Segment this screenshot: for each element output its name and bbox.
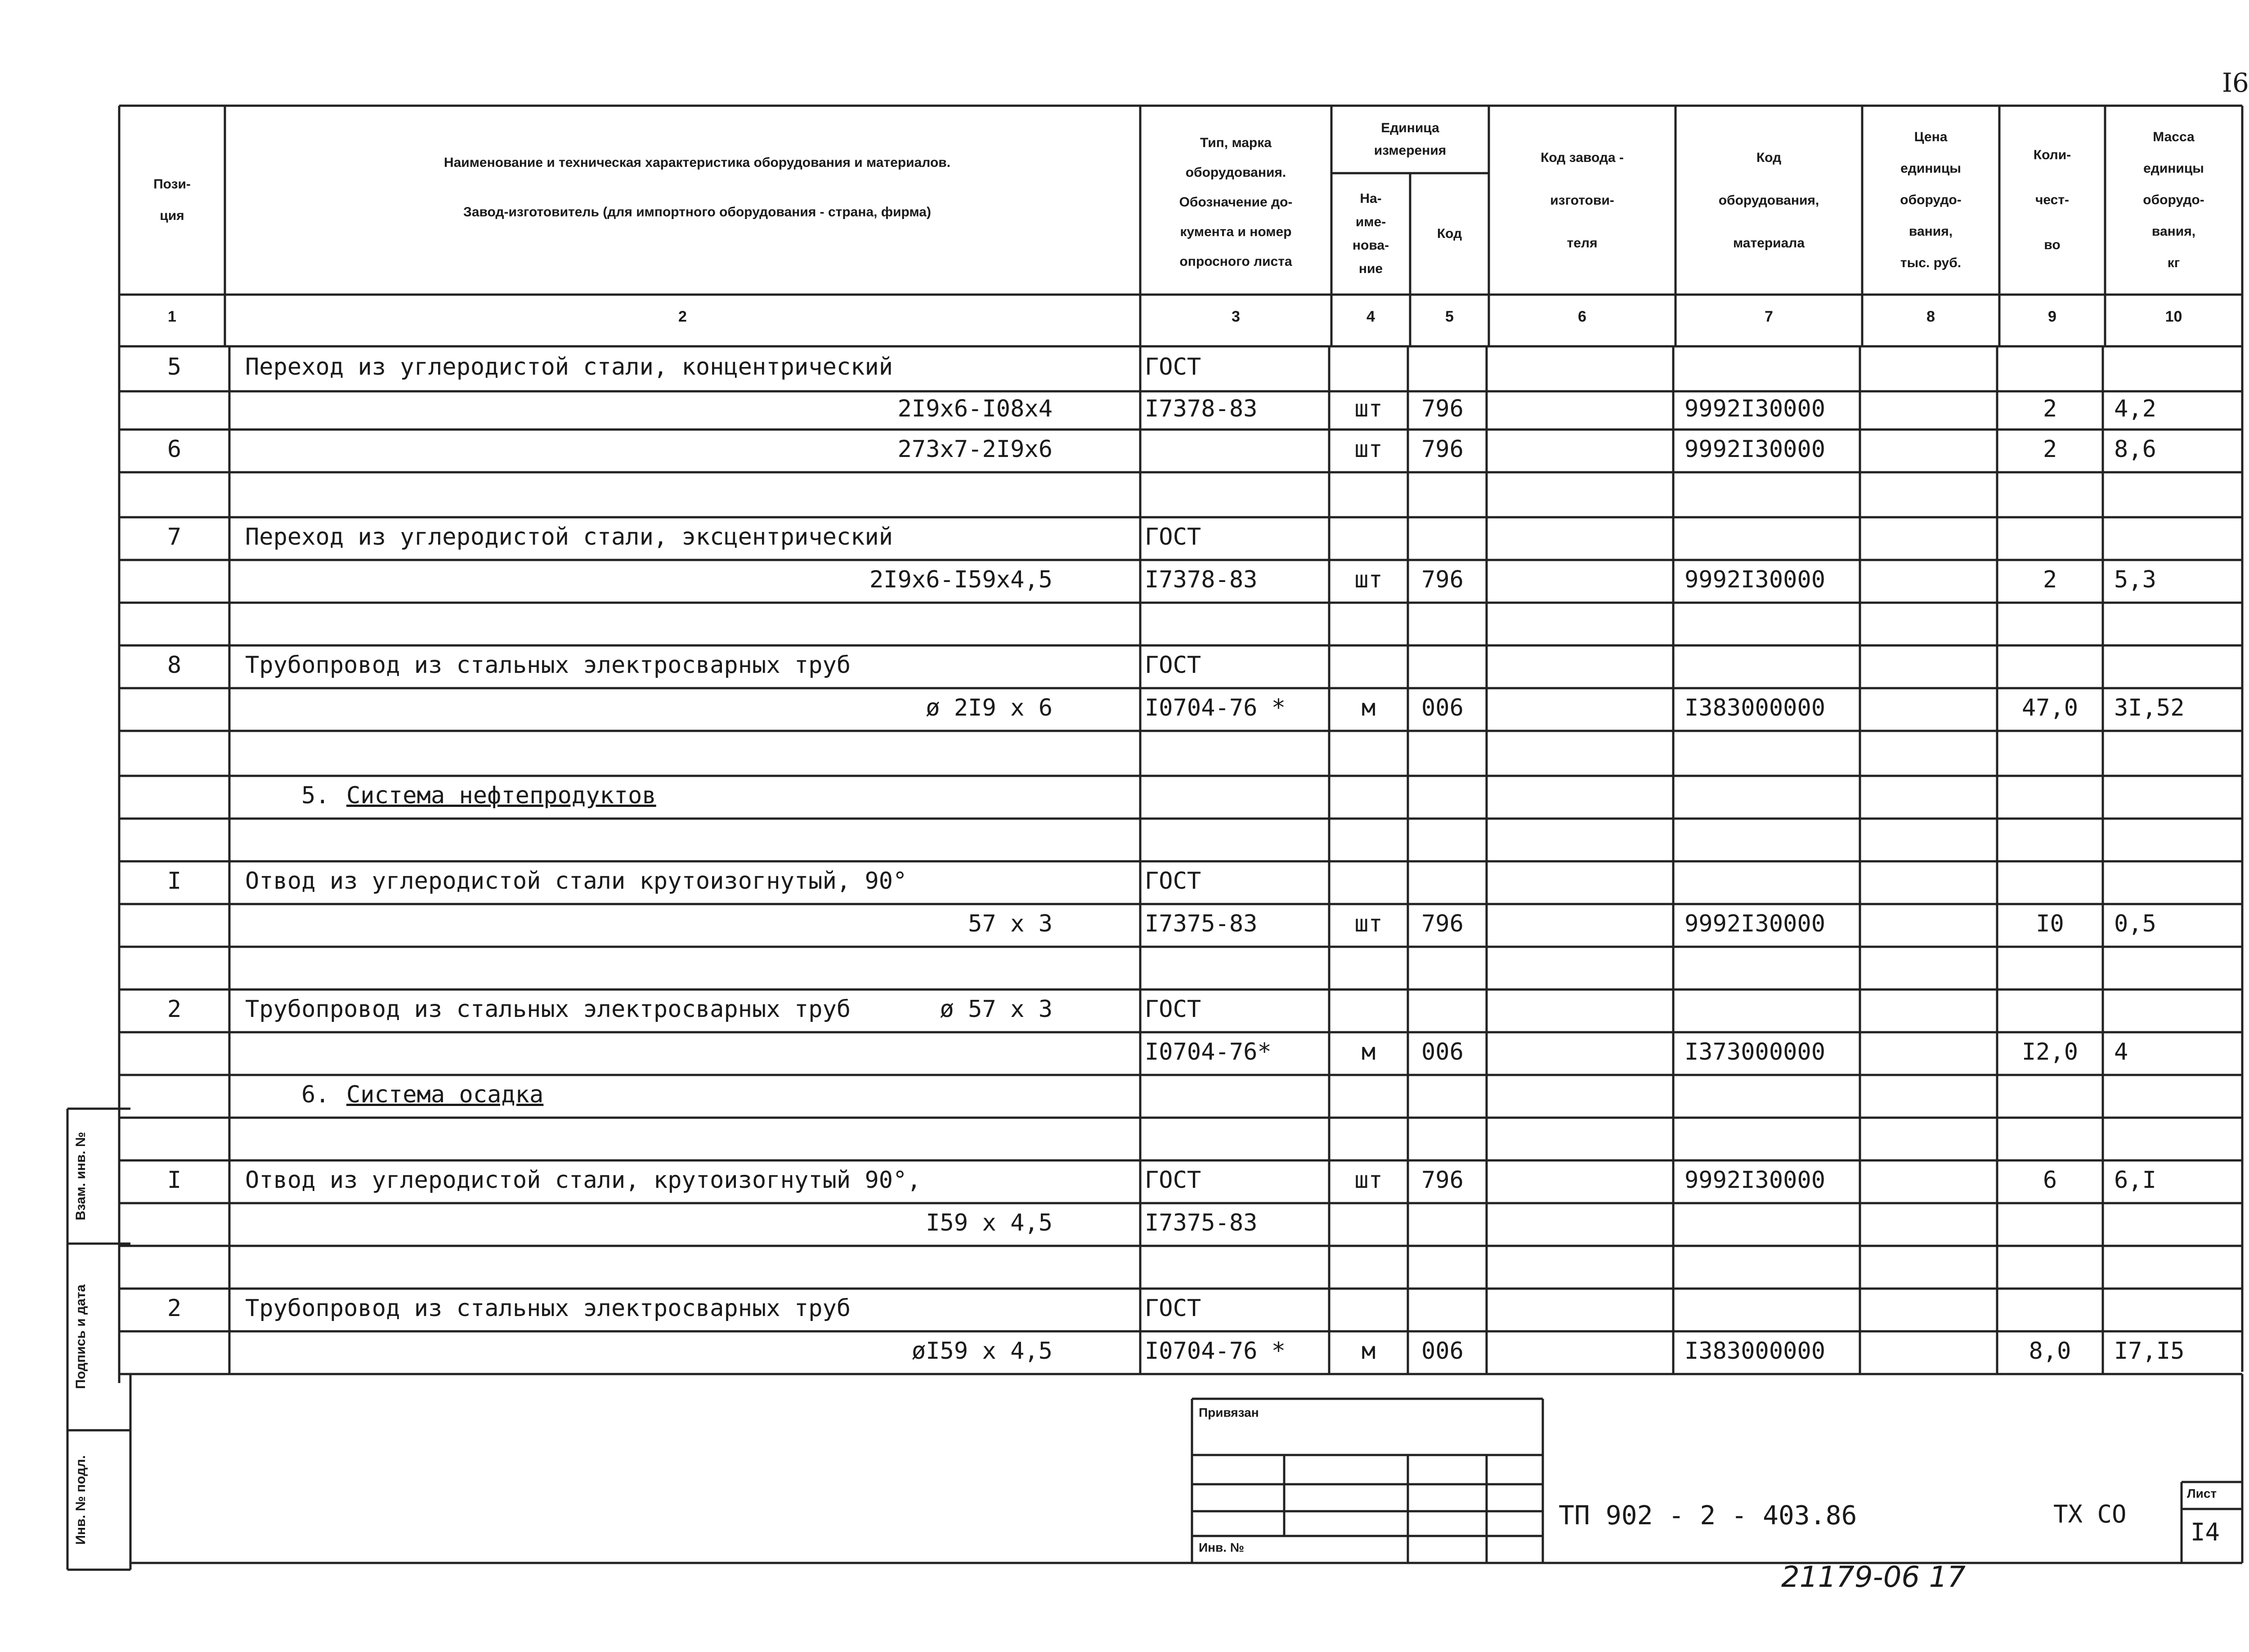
cell-pos: I bbox=[167, 867, 182, 895]
section-number: 5. bbox=[301, 782, 330, 809]
cell-unit: м bbox=[1361, 694, 1376, 721]
sheet-label: Лист bbox=[2187, 1486, 2217, 1500]
cell-name-size: øI59 x 4,5 bbox=[911, 1337, 1053, 1365]
cell-type: ГОСТ bbox=[1145, 651, 1201, 679]
cell-name-size: 2I9x6-I59x4,5 bbox=[869, 566, 1053, 593]
header-name-line1: Наименование и техническая характеристика оборудования и материалов. bbox=[444, 155, 951, 170]
cell-mass: 4,2 bbox=[2114, 395, 2156, 422]
doc-section: ТХ СО bbox=[2053, 1500, 2127, 1528]
side-label-signature-date: Подпись и дата bbox=[73, 1284, 88, 1389]
col-number-8: 8 bbox=[1926, 308, 1935, 325]
cell-name: Трубопровод из стальных электросварных труб bbox=[245, 995, 851, 1023]
cell-code: I373000000 bbox=[1685, 1038, 1826, 1066]
cell-code: 9992I30000 bbox=[1685, 395, 1826, 422]
cell-pos: I bbox=[167, 1166, 182, 1194]
cell-name-size: I59 x 4,5 bbox=[926, 1209, 1053, 1236]
cell-code: 9992I30000 bbox=[1685, 1166, 1826, 1194]
cell-code: I383000000 bbox=[1685, 694, 1826, 721]
col-number-6: 6 bbox=[1578, 308, 1586, 325]
cell-name-size: 2I9x6-I08x4 bbox=[897, 395, 1053, 422]
cell-code: 9992I30000 bbox=[1685, 566, 1826, 593]
cell-code: 9992I30000 bbox=[1685, 435, 1826, 463]
cell-unit-code: 796 bbox=[1421, 1166, 1464, 1194]
cell-unit: шт bbox=[1354, 1166, 1383, 1194]
col-number-10: 10 bbox=[2165, 308, 2182, 325]
header-position: Пози- ция bbox=[153, 177, 191, 223]
section-title: Система нефтепродуктов bbox=[346, 782, 656, 809]
cell-unit: шт bbox=[1354, 395, 1383, 422]
cell-type: ГОСТ bbox=[1145, 523, 1201, 551]
cell-name: Переход из углеродистой стали, концентрический bbox=[245, 354, 893, 381]
cell-qty: 6 bbox=[2043, 1166, 2057, 1194]
sheet-number: I4 bbox=[2191, 1518, 2220, 1546]
cell-type: I7375-83 bbox=[1145, 910, 1258, 937]
cell-name-size: ø 57 x 3 bbox=[940, 995, 1053, 1023]
cell-unit-code: 006 bbox=[1421, 694, 1464, 721]
cell-type: ГОСТ bbox=[1145, 1294, 1201, 1322]
cell-type: ГОСТ bbox=[1145, 354, 1201, 381]
header-quantity: Коли- чест- во bbox=[2033, 148, 2071, 252]
cell-type: I0704-76* bbox=[1145, 1038, 1272, 1066]
col-number-7: 7 bbox=[1765, 308, 1773, 325]
cell-qty: 2 bbox=[2043, 395, 2057, 422]
col-number-4: 4 bbox=[1366, 308, 1375, 325]
side-label-inv-original: Инв. № подл. bbox=[73, 1455, 88, 1545]
cell-type: ГОСТ bbox=[1145, 995, 1201, 1023]
cell-unit-code: 006 bbox=[1421, 1337, 1464, 1365]
cell-unit-code: 796 bbox=[1421, 910, 1464, 937]
cell-pos: 6 bbox=[167, 435, 182, 463]
header-type: Тип, марка оборудования. Обозначение до- кумента и номер опросного листа bbox=[1179, 135, 1293, 269]
header-name-line2: Завод-изготовитель (для импортного оборудования - страна, фирма) bbox=[463, 205, 931, 219]
header-mass: Масса единицы оборудо- вания, кг bbox=[2143, 130, 2204, 270]
cell-name: Переход из углеродистой стали, эксцентрический bbox=[245, 523, 893, 551]
cell-mass: I7,I5 bbox=[2114, 1337, 2185, 1365]
side-label-replace-inv: Взам. инв. № bbox=[73, 1132, 88, 1221]
cell-qty: 2 bbox=[2043, 566, 2057, 593]
stamp-privyazan: Привязан bbox=[1199, 1406, 1259, 1419]
header-unit-group: Единица измерения bbox=[1374, 121, 1447, 158]
cell-pos: 8 bbox=[167, 651, 182, 679]
cell-qty: 47,0 bbox=[2021, 694, 2079, 721]
cell-name: Отвод из углеродистой стали, крутоизогнутый 90°, bbox=[245, 1166, 921, 1194]
col-number-9: 9 bbox=[2048, 308, 2056, 325]
cell-mass: 8,6 bbox=[2114, 435, 2156, 463]
cell-unit-code: 796 bbox=[1421, 435, 1464, 463]
col-number-3: 3 bbox=[1232, 308, 1240, 325]
col-number-5: 5 bbox=[1445, 308, 1454, 325]
section-title: Система осадка bbox=[346, 1081, 544, 1108]
cell-pos: 2 bbox=[167, 995, 182, 1023]
doc-code: ТП 902 - 2 - 403.86 bbox=[1559, 1500, 1857, 1531]
cell-mass: 0,5 bbox=[2114, 910, 2156, 937]
cell-code: I383000000 bbox=[1685, 1337, 1826, 1365]
cell-pos: 2 bbox=[167, 1294, 182, 1322]
cell-type: I7375-83 bbox=[1145, 1209, 1258, 1236]
cell-pos: 5 bbox=[167, 354, 182, 381]
cell-mass: 3I,52 bbox=[2114, 694, 2185, 721]
cell-qty: I0 bbox=[2036, 910, 2064, 937]
cell-type: ГОСТ bbox=[1145, 867, 1201, 895]
col-number-1: 1 bbox=[168, 308, 176, 325]
cell-type: I0704-76 * bbox=[1145, 1337, 1286, 1365]
header-unit-code: Код bbox=[1437, 226, 1462, 241]
cell-name: Трубопровод из стальных электросварных труб bbox=[245, 1294, 851, 1322]
cell-type: ГОСТ bbox=[1145, 1166, 1201, 1194]
cell-mass: 5,3 bbox=[2114, 566, 2156, 593]
stamp-inv-no: Инв. № bbox=[1199, 1540, 1245, 1554]
cell-name-size: 273x7-2I9x6 bbox=[897, 435, 1053, 463]
cell-qty: I2,0 bbox=[2021, 1038, 2079, 1066]
cell-qty: 2 bbox=[2043, 435, 2057, 463]
header-unit-name: На- име- нова- ние bbox=[1352, 191, 1389, 276]
section-number: 6. bbox=[301, 1081, 330, 1108]
cell-unit-code: 796 bbox=[1421, 566, 1464, 593]
footer-code: 21179-06 17 bbox=[1781, 1561, 1966, 1594]
cell-name-size: 57 x 3 bbox=[968, 910, 1053, 937]
col-number-2: 2 bbox=[678, 308, 687, 325]
cell-type: I0704-76 * bbox=[1145, 694, 1286, 721]
header-equipment-code: Код оборудования, материала bbox=[1718, 150, 1819, 251]
header-factory-code: Код завода - изготови- теля bbox=[1541, 150, 1624, 251]
cell-unit-code: 796 bbox=[1421, 395, 1464, 422]
cell-unit: шт bbox=[1354, 435, 1383, 463]
cell-unit: шт bbox=[1354, 910, 1383, 937]
cell-unit-code: 006 bbox=[1421, 1038, 1464, 1066]
cell-type: I7378-83 bbox=[1145, 566, 1258, 593]
cell-pos: 7 bbox=[167, 523, 182, 551]
cell-name: Отвод из углеродистой стали крутоизогнутый, 90° bbox=[245, 867, 907, 895]
cell-name: Трубопровод из стальных электросварных труб bbox=[245, 651, 851, 679]
cell-type: I7378-83 bbox=[1145, 395, 1258, 422]
cell-mass: 4 bbox=[2114, 1038, 2128, 1066]
cell-unit: м bbox=[1361, 1038, 1376, 1066]
cell-qty: 8,0 bbox=[2029, 1337, 2071, 1365]
page-number: I6 bbox=[2222, 67, 2249, 98]
cell-mass: 6,I bbox=[2114, 1166, 2156, 1194]
cell-unit: шт bbox=[1354, 566, 1383, 593]
header-price: Цена единицы оборудо- вания, тыс. руб. bbox=[1900, 130, 1962, 270]
cell-name-size: ø 2I9 x 6 bbox=[926, 694, 1053, 721]
cell-unit: м bbox=[1361, 1337, 1376, 1365]
cell-code: 9992I30000 bbox=[1685, 910, 1826, 937]
